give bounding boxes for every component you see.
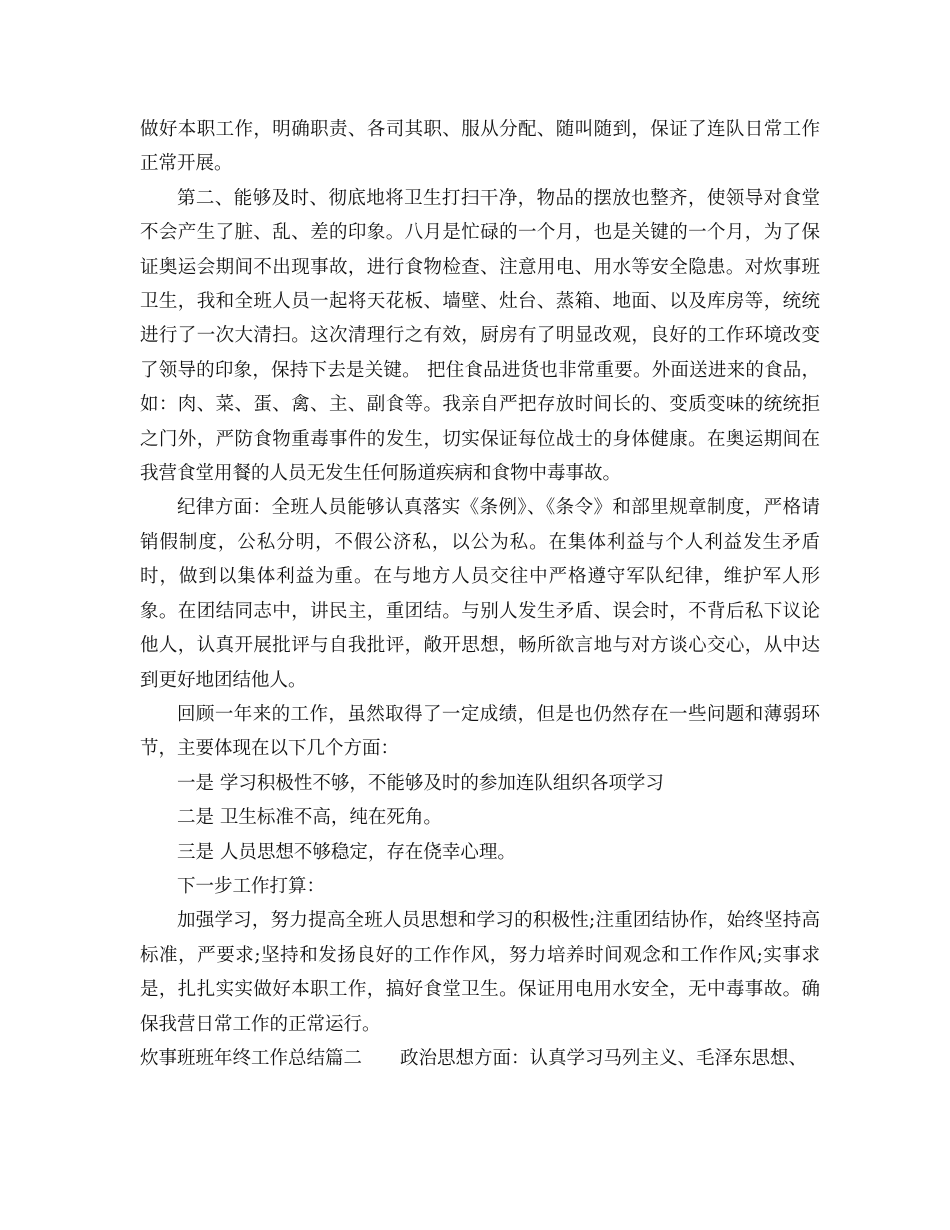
list-item-three: 三是 人员思想不够稳定，存在侥幸心理。 [177, 841, 516, 863]
paragraph-plan: 加强学习，努力提高全班人员思想和学习的积极性;注重团结协作，始终坚持高标准，严要求;坚持和发扬良好的工作作风，努力培养时间观念和工作作风;实事求是，扎扎实实做好本职工作，搞好食堂卫生。保证用电用水安全，无中毒事故。确保我营日常工作的正常运行。 [140, 910, 820, 1035]
paragraph-review: 回顾一年来的工作，虽然取得了一定成绩，但是也仍然存在一些问题和薄弱环节，主要体现在以下几个方面： [140, 703, 820, 760]
list-item-two: 二是 卫生标准不高，纯在死角。 [177, 807, 442, 829]
section-title: 炊事班班年终工作总结篇二 [140, 1047, 363, 1069]
list-item-one: 一是 学习积极性不够，不能够及时的参加连队组织各项学习 [177, 772, 664, 794]
document-body [140, 113, 820, 1076]
paragraph-continuation: 做好本职工作，明确职责、各司其职、服从分配、随叫随到，保证了连队日常工作正常开展。 [140, 119, 820, 175]
section-first-text: 政治思想方面：认真学习马列主义、毛泽东思想、 [400, 1047, 808, 1069]
next-steps-heading: 下一步工作打算： [177, 875, 326, 897]
paragraph-hygiene: 第二、能够及时、彻底地将卫生打扫干净，物品的摆放也整齐，使领导对食堂不会产生了脏、乱、差的印象。八月是忙碌的一个月，也是关键的一个月，为了保证奥运会期间不出现事故，进行食物检查、注意用电、用水等安全隐患。对炊事班卫生，我和全班人员一起将天花板、墙壁、灶台、蒸箱、地面、以及库房等，统统进行了一次大清扫。这次清理行之有效，厨房有了明显改观，良好的工作环境改变了领导的印象，保持下去是关键。 把住食品进货也非常重要。外面送进来的食品，如：肉、菜、蛋、禽、主、副食等。我亲自严把存放时间长的、变质变味的统统拒之门外，严防食物重毒事件的发生，切实保证每位战士的身体健康。在奥运期间在我营食堂用餐的人员无发生任何肠道疾病和食物中毒事故。 [140, 187, 820, 485]
paragraph-discipline: 纪律方面：全班人员能够认真落实《条例》、《条令》和部里规章制度，严格请销假制度，公私分明，不假公济私，以公为私。在集体利益与个人利益发生矛盾时，做到以集体利益为重。在与地方人员交往中严格遵守军队纪律，维护军人形象。在团结同志中，讲民主，重团结。与别人发生矛盾、误会时，不背后私下议论他人，认真开展批评与自我批评，敞开思想，畅所欲言地与对方谈心交心，从中达到更好地团结他人。 [140, 497, 820, 691]
section-title-line [140, 1042, 820, 1076]
